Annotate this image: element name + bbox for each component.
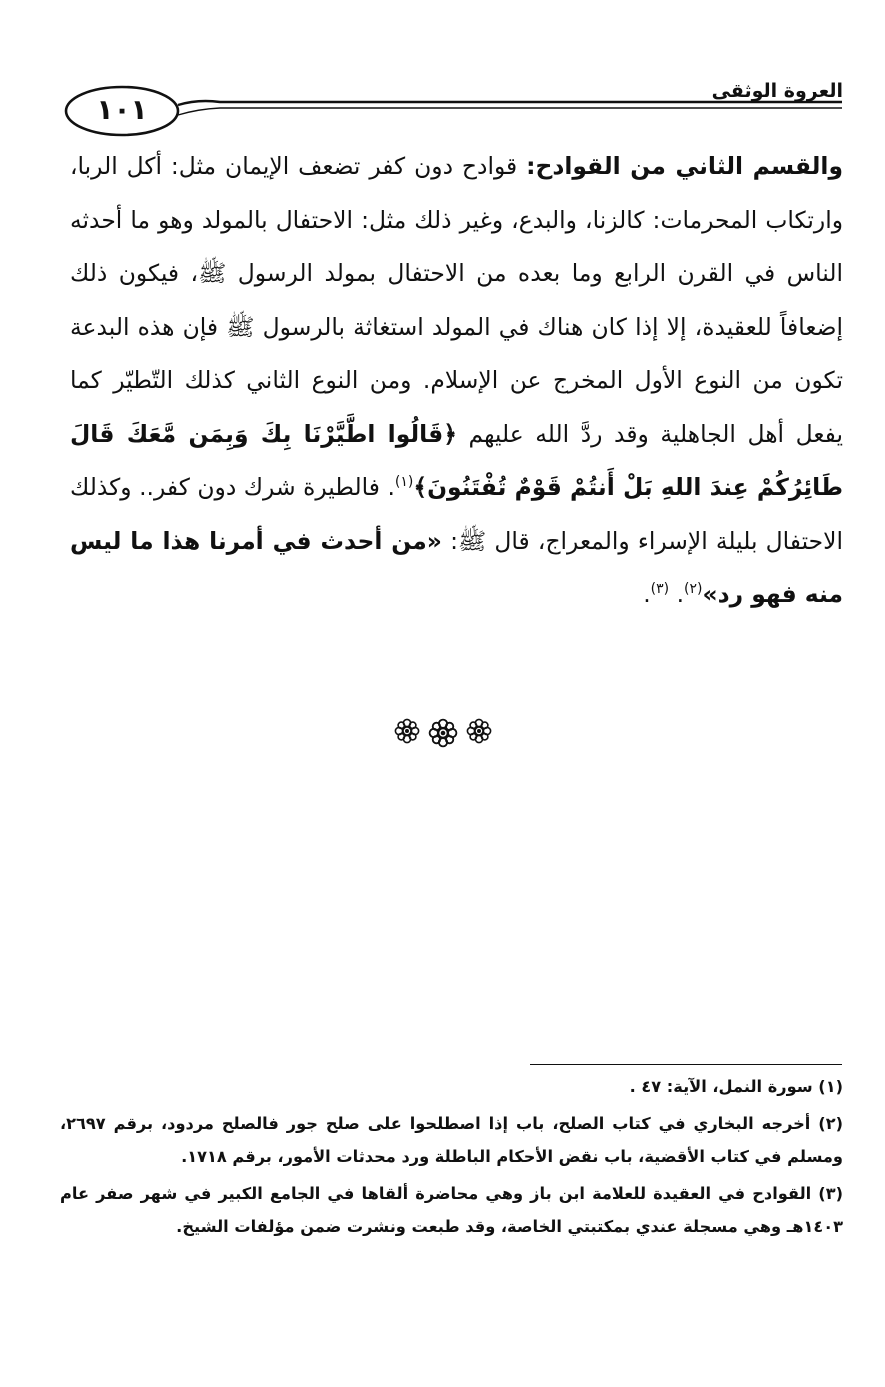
quran-verse: ﴿قَالُوا اطَّيَّرْنَا بِكَ وَبِمَن مَّعَكَ قَالَ طَائِرُكُمْ عِندَ اللهِ بَلْ أَنتُمْ قَوْمٌ تُفْتَنُونَ﴾ [70, 419, 843, 501]
flower-ornament-icon [428, 718, 458, 748]
flower-ornament-icon [394, 718, 420, 744]
footnote-ref-3[interactable]: (٣) [650, 581, 670, 598]
footnote-1: (١) سورة النمل، الآية: ٤٧ . [629, 1077, 843, 1096]
footnote-ref-1[interactable]: (١) [394, 474, 414, 491]
main-text: والقسم الثاني من القوادح: قوادح دون كفر تضعف الإيمان مثل: أكل الربا، وارتكاب المحرمات: كالزنا، والبدع، وغير ذلك مثل: الاحتفال بالمولد وهو ما أحدثه الناس في القرن الرابع وما بعده من الاحتفال بمولد الرسول ﷺ، فيكون ذلك إضعافاً للعقيدة، إلا إذا كان هناك في المولد استغاثة بالرسول ﷺ فإن هذه البدعة تكون من النوع الأول المخرج عن الإسلام. ومن النوع الثاني كذلك التّطيّر كما يفعل أهل الجاهلية وقد ردَّ الله عليهم ﴿قَالُوا اطَّيَّرْنَا بِكَ وَبِمَن مَّعَكَ قَالَ طَائِرُكُمْ عِندَ اللهِ بَلْ أَنتُمْ قَوْمٌ تُفْتَنُونَ﴾$^{(١)}$. فالطيرة شرك دون كفر.. وكذلك الاحتفال بليلة الإسراء والمعراج، قال ﷺ: «من أحدث في أمرنا هذا ما ليس منه فهو رد»$^{(٢)}$. $^{(٣)}$. [70, 152, 843, 608]
footnote-2: (٢) أخرجه البخاري في كتاب الصلح، باب إذا اصطلحوا على صلح جور فالصلح مردود، برقم ٢٦٩٧، ومسلم في كتاب الأقضية، باب نقض الأحكام الباطلة ورد محدثات الأمور، برقم ١٧١٨. [60, 1114, 843, 1166]
footnotes [60, 1070, 843, 1247]
page-number: ١٠١ [96, 92, 148, 126]
section-heading: والقسم الثاني من القوادح: [526, 152, 843, 180]
section-ornament [0, 718, 885, 748]
footnote-ref-2[interactable]: (٢) [684, 581, 703, 598]
hadith-quote: «من أحدث في أمرنا هذا ما ليس منه فهو رد» [70, 526, 843, 608]
footnote-3: (٣) القوادح في العقيدة للعلامة ابن باز وهي محاضرة ألقاها في الجامع الكبير في شهر صفر عام ١٤٠٣هـ وهي مسجلة عندي بمكتبتي الخاصة، وقد طبعت ونشرت ضمن مؤلفات الشيخ. [60, 1184, 843, 1236]
running-title: العروة الوثقى [711, 80, 843, 102]
footnote-divider [530, 1064, 842, 1065]
header-rule-with-page-frame [60, 75, 850, 139]
paragraph-tail: . [669, 580, 685, 608]
flower-ornament-icon [466, 718, 492, 744]
paragraph-part-2: . فالطيرة شرك دون كفر.. وكذلك الاحتفال بليلة الإسراء والمعراج، قال ﷺ: [70, 473, 843, 555]
paragraph-part-1: قوادح دون كفر تضعف الإيمان مثل: أكل الربا، وارتكاب المحرمات: كالزنا، والبدع، وغير ذلك مثل: الاحتفال بالمولد وهو ما أحدثه الناس في القرن الرابع وما بعده من الاحتفال بمولد الرسول ﷺ، فيكون ذلك إضعافاً للعقيدة، إلا إذا كان هناك في المولد استغاثة بالرسول ﷺ فإن هذه البدعة تكون من النوع الأول المخرج عن الإسلام. ومن النوع الثاني كذلك التّطيّر كما يفعل أهل الجاهلية وقد ردَّ الله عليهم [70, 152, 843, 448]
